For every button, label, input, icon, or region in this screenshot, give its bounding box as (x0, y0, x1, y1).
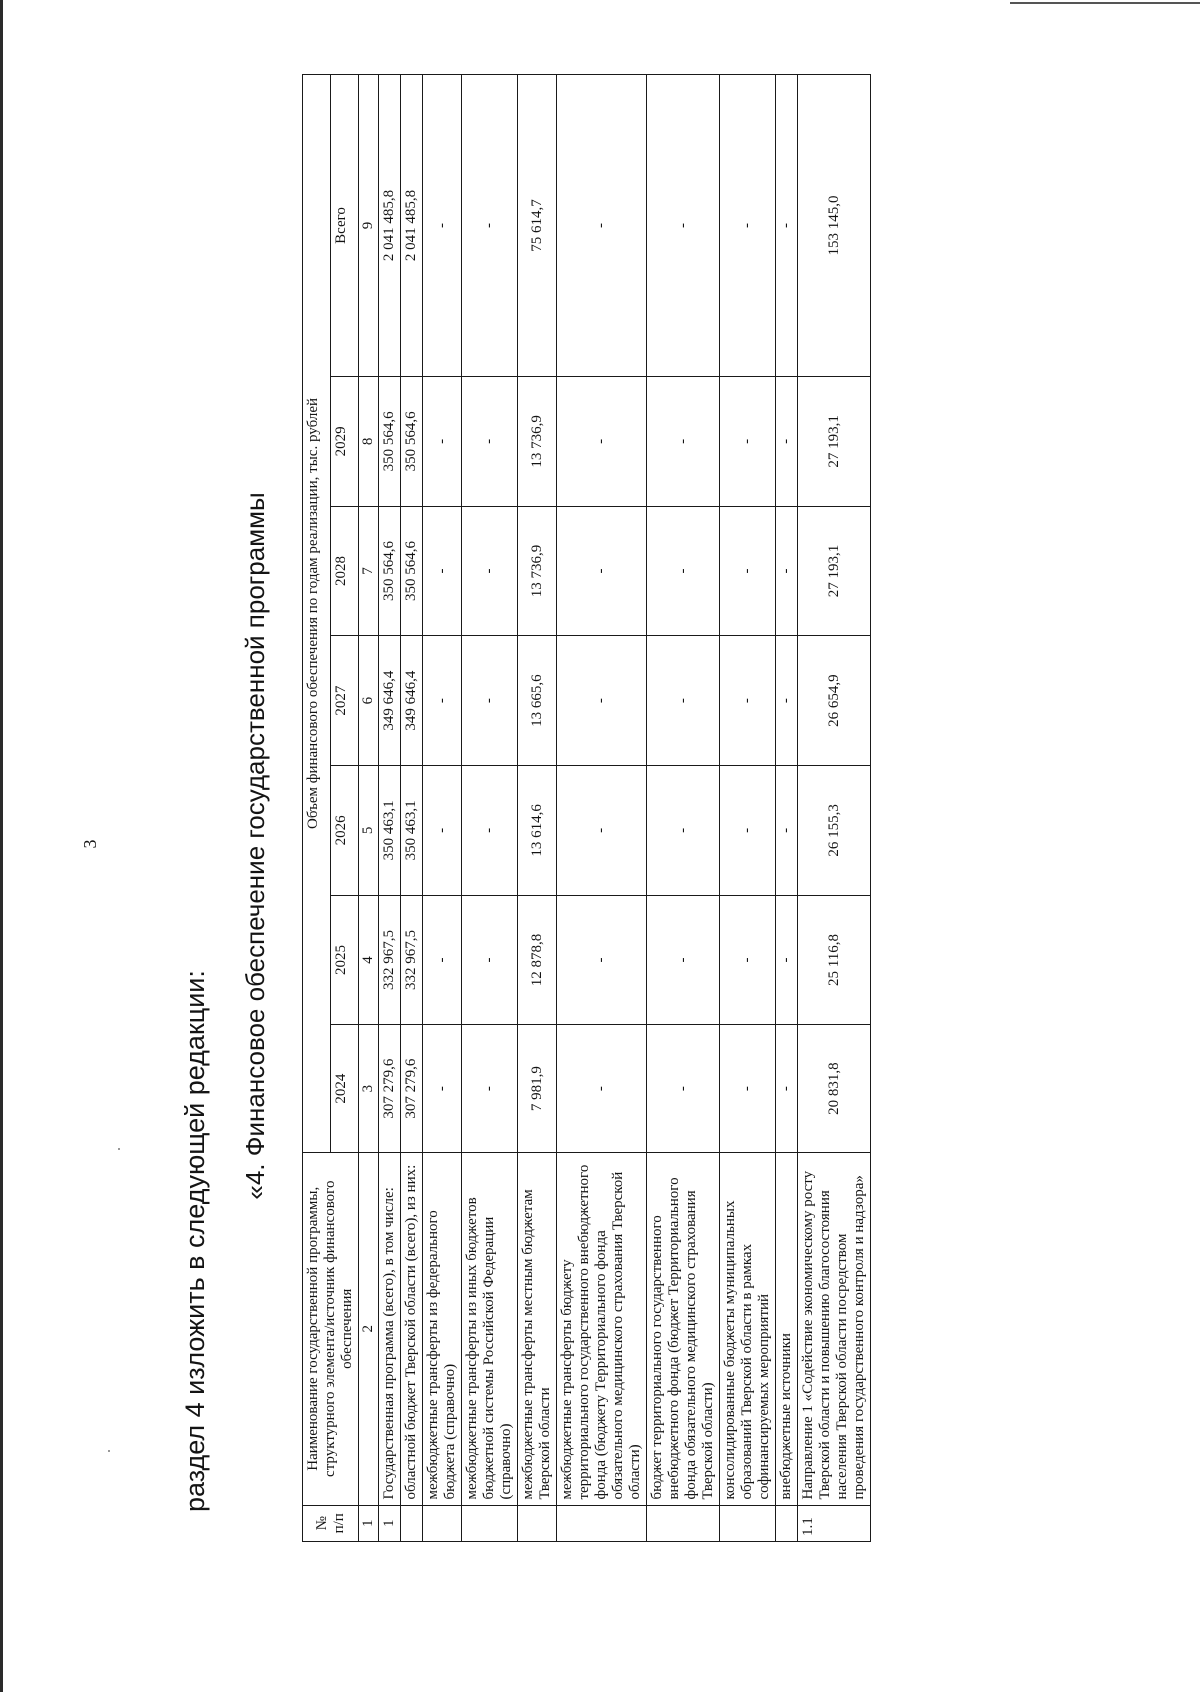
row-name: внебюджетные источники (776, 1152, 798, 1505)
header-year: 2026 (331, 766, 359, 896)
row-value: - (462, 895, 518, 1025)
row-value: 13 736,9 (518, 376, 557, 506)
row-value: - (776, 895, 798, 1025)
row-value: 13 614,6 (518, 766, 557, 896)
index-cell: 8 (359, 376, 379, 506)
row-value: 13 665,6 (518, 636, 557, 766)
table-row (647, 75, 720, 1542)
header-name: Наименование государственной программы, структурного элемента/источник финансового обеспечения (303, 1152, 359, 1505)
row-no (647, 1505, 720, 1541)
row-value: - (720, 895, 776, 1025)
row-value: 350 564,6 (379, 376, 401, 506)
row-value: - (423, 766, 462, 896)
row-value: - (462, 766, 518, 896)
row-value: 13 736,9 (518, 506, 557, 636)
index-cell: 6 (359, 636, 379, 766)
index-cell: 4 (359, 895, 379, 1025)
row-no (776, 1505, 798, 1541)
header-year: 2025 (331, 895, 359, 1025)
row-value: - (776, 766, 798, 896)
row-value: - (557, 1025, 647, 1153)
row-value: - (647, 895, 720, 1025)
row-total: 2 041 485,8 (379, 75, 401, 377)
header-year: 2028 (331, 506, 359, 636)
row-value: 332 967,5 (379, 895, 401, 1025)
row-value: - (423, 1025, 462, 1153)
row-total: - (423, 75, 462, 377)
row-value: 27 193,1 (798, 376, 871, 506)
row-no (557, 1505, 647, 1541)
index-cell: 7 (359, 506, 379, 636)
row-total: 75 614,7 (518, 75, 557, 377)
row-name: Направление 1 «Содействие экономическому росту Тверской области и повышению благосостояния населения Тверской области посредством проведения государственного контроля и надзора» (798, 1152, 871, 1505)
intro-text: раздел 4 изложить в следующей редакции: (180, 970, 210, 1512)
index-cell: 5 (359, 766, 379, 896)
row-value: - (557, 376, 647, 506)
row-name: бюджет территориального государственного внебюджетного фонда (бюджет Территориального фонда обязательного медицинского страхования Тверской области) (647, 1152, 720, 1505)
header-total: Всего (331, 75, 359, 377)
row-value: 307 279,6 (401, 1025, 423, 1153)
row-total: - (776, 75, 798, 377)
table-row (776, 75, 798, 1542)
row-value: 350 463,1 (379, 766, 401, 896)
row-value: - (557, 895, 647, 1025)
row-value: - (557, 766, 647, 896)
row-value: 350 564,6 (379, 506, 401, 636)
row-no: 1.1 (798, 1505, 871, 1541)
row-value: - (720, 766, 776, 896)
header-year: 2029 (331, 376, 359, 506)
header-year: 2024 (331, 1025, 359, 1153)
table-row (557, 75, 647, 1542)
row-value: - (647, 1025, 720, 1153)
row-no (518, 1505, 557, 1541)
row-value: - (647, 506, 720, 636)
row-value: 349 646,4 (379, 636, 401, 766)
row-value: 20 831,8 (798, 1025, 871, 1153)
row-value: 332 967,5 (401, 895, 423, 1025)
row-value: - (647, 636, 720, 766)
header-year: 2027 (331, 636, 359, 766)
row-value: 26 654,9 (798, 636, 871, 766)
index-cell: 9 (359, 75, 379, 377)
table-row (462, 75, 518, 1542)
table-row (401, 75, 423, 1542)
row-value: - (776, 376, 798, 506)
row-value: 25 116,8 (798, 895, 871, 1025)
table-row (720, 75, 776, 1542)
header-volume: Объем финансового обеспечения по годам реализации, тыс. рублей (303, 75, 331, 1153)
row-value: - (720, 1025, 776, 1153)
row-total: 2 041 485,8 (401, 75, 423, 377)
row-value: - (462, 1025, 518, 1153)
row-value: - (720, 376, 776, 506)
table-row (423, 75, 462, 1542)
table-row (798, 75, 871, 1542)
row-name: Государственная программа (всего), в том числе: (379, 1152, 401, 1505)
row-name: межбюджетные трансферты из иных бюджетов бюджетной системы Российской Федерации (справочно) (462, 1152, 518, 1505)
table-row (379, 75, 401, 1542)
row-total: 153 145,0 (798, 75, 871, 377)
row-value: - (557, 506, 647, 636)
row-value: 350 564,6 (401, 376, 423, 506)
page-number: 3 (80, 839, 100, 849)
row-value: - (720, 506, 776, 636)
row-value: 350 463,1 (401, 766, 423, 896)
row-no (401, 1505, 423, 1541)
row-no (462, 1505, 518, 1541)
row-total: - (720, 75, 776, 377)
row-value: - (557, 636, 647, 766)
row-value: 27 193,1 (798, 506, 871, 636)
row-value: - (423, 506, 462, 636)
row-value: - (423, 895, 462, 1025)
row-name: межбюджетные трансферты местным бюджетам Тверской области (518, 1152, 557, 1505)
header-no: № п/п (303, 1505, 359, 1541)
row-value: - (423, 636, 462, 766)
index-cell: 2 (359, 1152, 379, 1505)
row-value: - (776, 1025, 798, 1153)
row-value: 349 646,4 (401, 636, 423, 766)
row-total: - (557, 75, 647, 377)
row-total: - (462, 75, 518, 377)
index-cell: 1 (359, 1505, 379, 1541)
row-value: - (647, 376, 720, 506)
row-name: межбюджетные трансферты из федерального бюджета (справочно) (423, 1152, 462, 1505)
table-header-row (303, 75, 331, 1542)
row-value: 350 564,6 (401, 506, 423, 636)
row-value: - (776, 506, 798, 636)
row-total: - (647, 75, 720, 377)
table-row (518, 75, 557, 1542)
row-value: - (720, 636, 776, 766)
table-index-row (359, 75, 379, 1542)
row-name: консолидированные бюджеты муниципальных образований Тверской области в рамках софинансируемых мероприятий (720, 1152, 776, 1505)
row-value: - (462, 506, 518, 636)
row-name: межбюджетные трансферты бюджету территориального государственного внебюджетного фонда (бюджету Территориального фонда обязательного медицинского страхования Тверской области) (557, 1152, 647, 1505)
section-title: «4. Финансовое обеспечение государственной программы (240, 492, 270, 1200)
row-value: - (462, 636, 518, 766)
row-value: - (776, 636, 798, 766)
row-value: - (462, 376, 518, 506)
row-no (423, 1505, 462, 1541)
row-value: 12 878,8 (518, 895, 557, 1025)
row-value: 307 279,6 (379, 1025, 401, 1153)
row-no (720, 1505, 776, 1541)
financing-table (302, 74, 871, 1542)
row-value: 26 155,3 (798, 766, 871, 896)
row-name: областной бюджет Тверской области (всего), из них: (401, 1152, 423, 1505)
row-value: 7 981,9 (518, 1025, 557, 1153)
row-value: - (647, 766, 720, 896)
row-no: 1 (379, 1505, 401, 1541)
index-cell: 3 (359, 1025, 379, 1153)
row-value: - (423, 376, 462, 506)
